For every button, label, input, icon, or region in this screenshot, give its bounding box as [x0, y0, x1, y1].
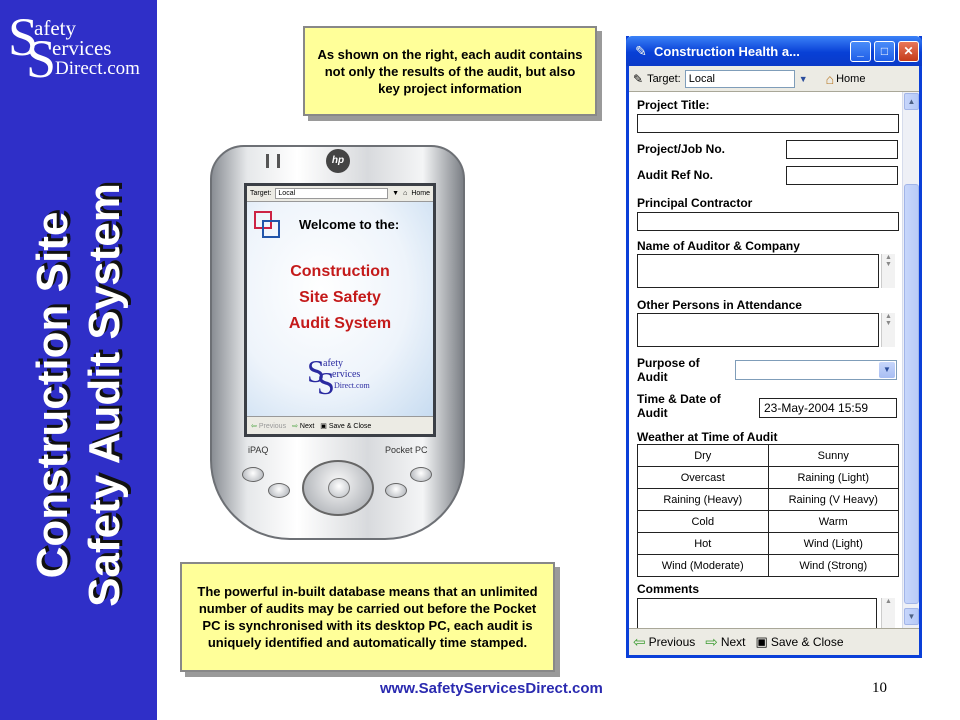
- screen-next-label: Next: [299, 422, 315, 430]
- comments-textarea-scrollbar[interactable]: ▲: [881, 598, 895, 628]
- project-title-input[interactable]: [637, 114, 899, 133]
- hardware-button-inbox[interactable]: [385, 483, 407, 498]
- window-toolbar: [629, 66, 919, 92]
- principal-contractor-input[interactable]: [637, 212, 899, 231]
- screen-home-icon[interactable]: ⌂: [403, 190, 408, 197]
- screen-target-select[interactable]: Local: [275, 188, 388, 199]
- weather-options-grid: [637, 444, 899, 577]
- screen-save-close-button[interactable]: [320, 422, 371, 430]
- vertical-title-line2: Safety Audit System: [79, 183, 129, 607]
- scroll-up-icon[interactable]: ▲: [904, 93, 919, 110]
- screen-back-arrow-icon: ⇦: [251, 422, 257, 430]
- logo-text-ervices: ervices: [52, 36, 112, 60]
- window-titlebar[interactable]: [626, 36, 922, 66]
- logo-letter-s-bottom: S: [26, 29, 57, 89]
- audit-ref-input[interactable]: [786, 166, 898, 185]
- audit-ref-label: Audit Ref No.: [637, 168, 713, 182]
- hardware-button-contacts[interactable]: [268, 483, 290, 498]
- device-screen: [244, 183, 436, 437]
- home-label: Home: [836, 72, 866, 85]
- comments-label: Comments: [637, 582, 700, 596]
- vertical-title: [0, 140, 157, 650]
- weather-label: Weather at Time of Audit: [637, 430, 778, 444]
- weather-option-raining-heavy[interactable]: Raining (Heavy): [638, 489, 769, 511]
- previous-button[interactable]: [633, 635, 695, 650]
- screen-forward-arrow-icon: ⇨: [292, 422, 298, 430]
- save-close-button[interactable]: [756, 634, 844, 650]
- screen-previous-label: Previous: [258, 422, 287, 430]
- screen-target-label: Target:: [250, 190, 272, 197]
- scroll-thumb[interactable]: [904, 184, 919, 604]
- vertical-title-line1: Construction Site: [27, 211, 77, 579]
- target-label: Target:: [647, 72, 681, 85]
- screen-logo-s-top: S: [307, 353, 325, 389]
- maximize-button[interactable]: □: [874, 41, 895, 62]
- screen-save-icon: ▣: [320, 422, 327, 430]
- weather-option-warm[interactable]: Warm: [768, 511, 899, 533]
- weather-option-wind-light[interactable]: Wind (Light): [768, 533, 899, 555]
- weather-option-wind-moderate[interactable]: Wind (Moderate): [638, 555, 769, 577]
- screen-dropdown-arrow-icon[interactable]: ▼: [392, 190, 400, 197]
- screen-logo-direct: Direct.com: [334, 381, 370, 390]
- auditor-label: Name of Auditor & Company: [637, 239, 800, 253]
- weather-option-overcast[interactable]: Overcast: [638, 467, 769, 489]
- screen-title-line1: Construction: [290, 263, 390, 280]
- screen-logo-ervices: ervices: [332, 369, 361, 380]
- ipaq-device: [210, 145, 465, 540]
- window-footer: [629, 628, 919, 655]
- project-job-input[interactable]: [786, 140, 898, 159]
- screen-logo-s-bottom: S: [317, 365, 335, 401]
- target-select[interactable]: Local: [685, 70, 795, 88]
- screen-welcome-text: Welcome to the:: [299, 217, 400, 232]
- dpad-center-button[interactable]: [328, 478, 350, 498]
- toolbar-settings-icon[interactable]: ✎: [633, 71, 644, 86]
- weather-option-cold[interactable]: Cold: [638, 511, 769, 533]
- screen-logo: [307, 355, 397, 400]
- callout-database: The powerful in-built database means that an unlimited number of audits may be carried out before the Pocket PC is synchronised with its desktop PC, each audit is uniquely identified and automatically time stamped.: [180, 562, 555, 672]
- screen-nav-bar: [247, 416, 433, 434]
- back-arrow-icon: ⇦: [633, 633, 646, 651]
- website-link[interactable]: www.SafetyServicesDirect.com: [380, 680, 603, 697]
- logo-text-direct: Direct.com: [55, 58, 140, 79]
- brand-sidebar: [0, 0, 157, 720]
- app-icon: ✎: [635, 43, 647, 59]
- audit-form-window: [626, 36, 922, 658]
- screen-title-line3: Audit System: [288, 315, 392, 332]
- weather-option-dry[interactable]: Dry: [638, 445, 769, 467]
- screen-home-label[interactable]: Home: [411, 190, 430, 197]
- other-persons-textarea[interactable]: [637, 313, 879, 347]
- forward-arrow-icon: ⇨: [705, 633, 718, 651]
- previous-label: Previous: [648, 635, 696, 649]
- callout-project-info: As shown on the right, each audit contains not only the results of the audit, but also key project information: [303, 26, 597, 116]
- project-job-label: Project/Job No.: [637, 142, 726, 156]
- screen-logo-afety: afety: [323, 358, 343, 369]
- other-persons-label: Other Persons in Attendance: [637, 298, 802, 312]
- safety-services-logo: [8, 7, 153, 90]
- logo-text-afety: afety: [34, 16, 76, 40]
- purpose-label-line1: Purpose of: [637, 356, 700, 370]
- next-label: Next: [720, 635, 746, 649]
- chevron-down-icon[interactable]: ▼: [798, 73, 808, 84]
- minimize-button[interactable]: _: [850, 41, 871, 62]
- audit-form: [629, 92, 902, 628]
- auditor-textarea-scrollbar[interactable]: ▲ ▼: [881, 254, 895, 288]
- navigation-dpad[interactable]: [302, 460, 374, 516]
- weather-option-raining-light[interactable]: Raining (Light): [768, 467, 899, 489]
- project-title-label: Project Title:: [637, 98, 710, 112]
- other-persons-textarea-scrollbar[interactable]: ▲ ▼: [881, 313, 895, 347]
- screen-splash: [247, 202, 433, 420]
- save-close-label: Save & Close: [770, 635, 844, 649]
- weather-option-hot[interactable]: Hot: [638, 533, 769, 555]
- scroll-down-icon[interactable]: ▼: [904, 608, 919, 625]
- screen-previous-button[interactable]: [251, 422, 286, 430]
- logo-letter-s-top: S: [8, 7, 39, 67]
- weather-option-wind-strong[interactable]: Wind (Strong): [768, 555, 899, 577]
- time-date-field[interactable]: 23-May-2004 15:59: [759, 398, 897, 418]
- form-vertical-scrollbar[interactable]: [902, 92, 919, 628]
- principal-contractor-label: Principal Contractor: [637, 196, 753, 210]
- pocket-pc-label: Pocket PC: [385, 445, 428, 455]
- screen-title-line2: Site Safety: [299, 289, 381, 306]
- speaker-grille-icon: [266, 154, 280, 168]
- purpose-chevron-down-icon[interactable]: ▼: [879, 362, 895, 378]
- page-number: 10: [872, 680, 887, 696]
- close-button[interactable]: ✕: [898, 41, 919, 62]
- weather-option-sunny[interactable]: Sunny: [768, 445, 899, 467]
- blue-square-icon: [262, 220, 280, 238]
- home-icon: ⌂: [825, 70, 835, 87]
- home-button[interactable]: [826, 71, 866, 87]
- screen-next-button[interactable]: [292, 422, 314, 430]
- purpose-select[interactable]: [735, 360, 897, 380]
- screen-toolbar: [247, 186, 433, 202]
- weather-option-raining-v-heavy[interactable]: Raining (V Heavy): [768, 489, 899, 511]
- hp-logo-icon: hp: [326, 149, 350, 173]
- auditor-textarea[interactable]: [637, 254, 879, 288]
- comments-textarea[interactable]: [637, 598, 877, 628]
- time-date-label-line2: Audit: [637, 406, 668, 420]
- save-icon: ▣: [755, 634, 768, 649]
- window-title: Construction Health a...: [654, 43, 800, 59]
- ipaq-model-label: iPAQ: [248, 445, 269, 455]
- time-date-label-line1: Time & Date of: [637, 392, 721, 406]
- screen-app-title: [247, 259, 433, 337]
- purpose-label-line2: Audit: [637, 370, 668, 384]
- screen-save-close-label: Save & Close: [328, 422, 372, 430]
- hardware-button-calendar[interactable]: [242, 467, 264, 482]
- hardware-button-home[interactable]: [410, 467, 432, 482]
- next-button[interactable]: [705, 635, 745, 650]
